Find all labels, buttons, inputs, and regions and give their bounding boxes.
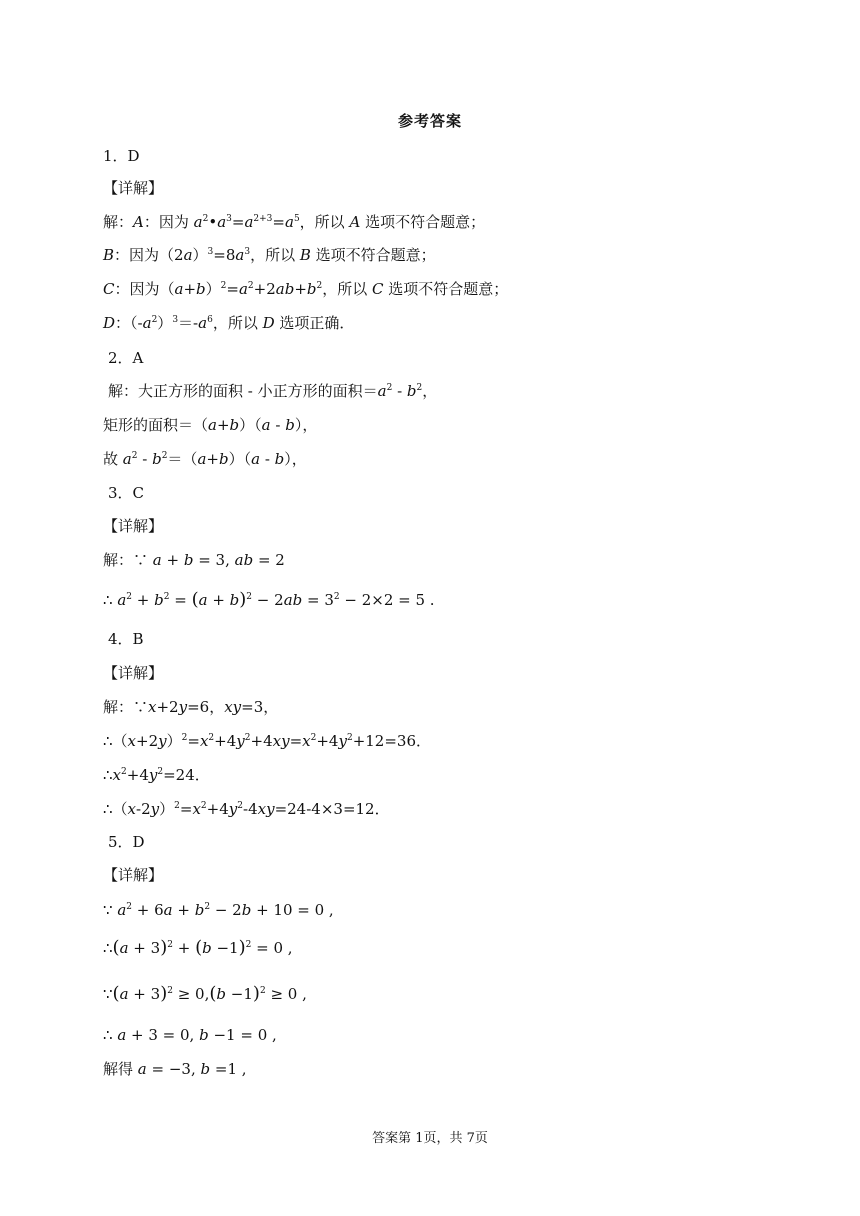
q4-line-4: $\therefore(x-2y)^2=x^2+4y^2-4xy=24-4\times 3=12$． xyxy=(103,800,390,818)
q2-line-2: 矩形的面积＝（a+b）（a - b）， xyxy=(103,416,318,434)
q4-line-1: 解：∵x+2y=6，xy=3， xyxy=(103,698,279,716)
q3-detail-tag: 【详解】 xyxy=(103,517,164,535)
q1-option-a: 解：A：因为 $a^2•a^3=a^{2+3}=a^5$，所以 A 选项不符合题意； xyxy=(103,213,486,231)
q1-detail-tag: 【详解】 xyxy=(103,179,164,197)
q2-number: 2．A xyxy=(108,349,144,367)
q3-number: 3．C xyxy=(108,484,145,502)
page-title: 参考答案 xyxy=(397,112,462,130)
q4-number: 4．B xyxy=(108,630,144,648)
q5-line-4: ∴ a + 3 = 0, b −1 = 0 , xyxy=(103,1026,277,1044)
page-footer: 答案第 1页，共 7页 xyxy=(372,1131,488,1146)
q2-line-1: 解：大正方形的面积 - 小正方形的面积$=a^2 - b^2$， xyxy=(108,382,438,400)
q4-line-2: $\therefore(x+2y)^2=x^2+4y^2+4xy=x^2+4y^2+12=36$． xyxy=(103,732,431,750)
q1-option-c: C：因为$(a+b)^2=a^2+2ab+b^2$，所以 C 选项不符合题意； xyxy=(103,280,509,298)
q1-number: 1．D xyxy=(103,147,140,165)
q4-detail-tag: 【详解】 xyxy=(103,664,164,682)
q5-number: 5．D xyxy=(108,833,145,851)
q1-option-d: D：$(-a^2)^3=-a^6$，所以 D 选项正确． xyxy=(103,314,355,332)
q3-line-1: 解：∵ a + b = 3, ab = 2 xyxy=(103,551,285,569)
q1-option-b: B：因为$(2a)^3=8a^3$，所以 B 选项不符合题意； xyxy=(103,246,436,264)
q4-line-3: $\therefore x^2+4y^2=24$． xyxy=(103,766,210,784)
q5-line-2: ∴(a + $3)^2 + (b -1)^2 = 0$ , xyxy=(103,937,293,958)
q5-line-1: ∵ $a^2 + 6a + b^2 - 2b + 10 = 0$ , xyxy=(103,901,334,919)
q2-line-3: 故 $a^2 - b^2=(a+b)(a - b)$， xyxy=(103,450,307,468)
q5-detail-tag: 【详解】 xyxy=(103,866,164,884)
q5-line-3: ∵(a + $3)^2 \ge 0,(b -1)^2 \ge 0$ , xyxy=(103,983,307,1004)
q5-line-5: 解得 a = −3, b =1 , xyxy=(103,1060,247,1078)
q3-line-2: ∴ $a^2 + b^2 = (a + b)^2 - 2ab = 3^2 - 2\times 2 = 5$ . xyxy=(103,589,435,610)
